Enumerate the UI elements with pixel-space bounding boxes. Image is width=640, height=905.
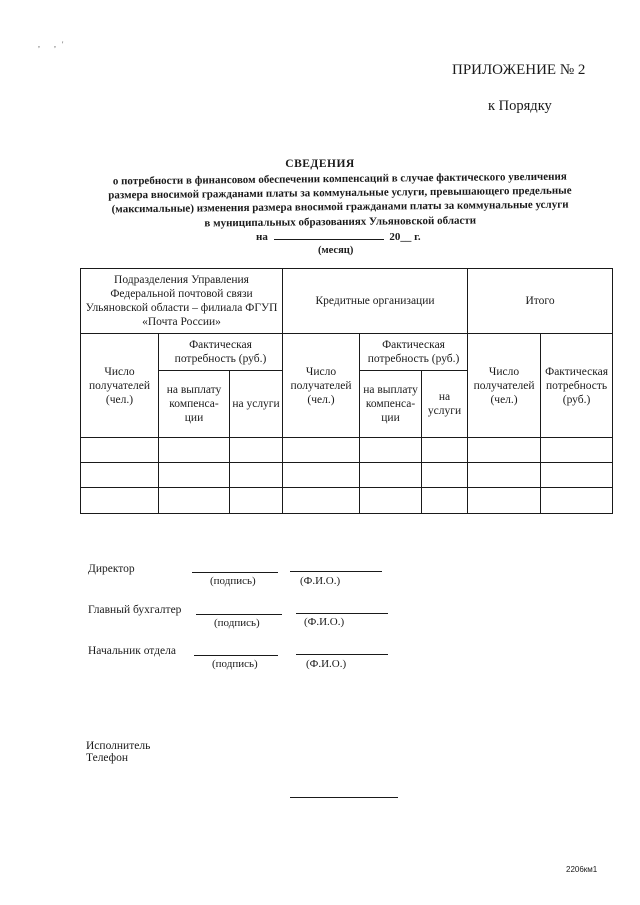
date-line [256,229,421,243]
head-signature-line [194,655,278,656]
document-title: СВЕДЕНИЯ [285,158,355,170]
table-cell [81,438,159,463]
header-actual-need: Фактическая потребность (руб.) [360,334,468,371]
subtitle-line: размера вносимой гражданами платы за коммунальные услуги, превышающего предельные [108,184,572,202]
bottom-line [290,797,398,798]
header-credit-orgs: Кредитные организации [283,269,468,334]
header-post-office: Подразделения Управления Федеральной почтовой связи Ульяновской области – филиала ФГУП «Почта России» [81,269,283,334]
head-name-caption: (Ф.И.О.) [306,658,347,670]
table-cell [468,438,541,463]
month-caption: (месяц) [318,245,354,256]
table-cell [468,463,541,488]
table-row [81,488,613,514]
table-cell [283,488,360,514]
table-cell [81,463,159,488]
director-name-caption: (Ф.И.О.) [300,575,341,587]
chief-accountant-label: Главный бухгалтер [88,604,182,616]
table-cell [422,488,468,514]
header-recipients: Число получателей (чел.) [468,334,541,438]
table-cell [360,463,422,488]
director-label: Директор [88,563,135,575]
table-cell [541,438,613,463]
header-services: на услуги [422,371,468,438]
table-cell [159,488,230,514]
table-cell [422,463,468,488]
accountant-sign-caption: (подпись) [214,617,260,629]
head-sign-caption: (подпись) [212,658,258,670]
header-actual-need: Фактическая потребность (руб.) [159,334,283,371]
department-head-label: Начальник отдела [88,645,176,657]
table-cell [468,488,541,514]
date-prefix: на [256,231,268,243]
subtitle-line: в муниципальных образованиях Ульяновской области [204,214,477,230]
table-row [81,438,613,463]
header-recipients: Число получателей (чел.) [81,334,159,438]
table-cell [283,463,360,488]
executor-label: Исполнитель [86,740,151,752]
phone-label: Телефон [86,752,129,764]
header-recipients: Число получателей (чел.) [283,334,360,438]
document-subtitle [60,169,621,232]
table-cell [81,488,159,514]
accountant-signature-line [196,614,282,615]
scan-specks: , ,' [38,40,70,49]
table-cell [422,438,468,463]
director-sign-caption: (подпись) [210,575,256,587]
subtitle-line: о потребности в финансовом обеспечении компенсаций в случае фактического увеличения [112,170,567,188]
table-row [81,463,613,488]
header-total: Итого [468,269,613,334]
table-cell [541,488,613,514]
header-payment: на выплату компенса-ции [360,371,422,438]
director-name-line [290,571,382,572]
table-cell [159,463,230,488]
accountant-name-caption: (Ф.И.О.) [304,616,345,628]
table-cell [159,438,230,463]
header-actual-need: Фактическая потребность (руб.) [541,334,613,438]
table-cell [230,488,283,514]
table-cell [230,438,283,463]
date-year: 20__ г. [389,231,421,243]
month-blank [274,229,384,240]
header-services: на услуги [230,371,283,438]
table-cell [283,438,360,463]
needs-table [80,268,613,514]
subtitle-line: (максимальные) изменения размера вносимой гражданами платы за коммунальные услуги [111,199,569,216]
footer-code: 2206км1 [566,865,598,874]
order-reference: к Порядку [488,98,552,114]
table-cell [541,463,613,488]
table-cell [230,463,283,488]
director-signature-line [192,572,278,573]
appendix-number: ПРИЛОЖЕНИЕ № 2 [452,62,586,78]
table-cell [360,438,422,463]
head-name-line [296,654,388,655]
table-cell [360,488,422,514]
accountant-name-line [296,613,388,614]
header-payment: на выплату компенса-ции [159,371,230,438]
